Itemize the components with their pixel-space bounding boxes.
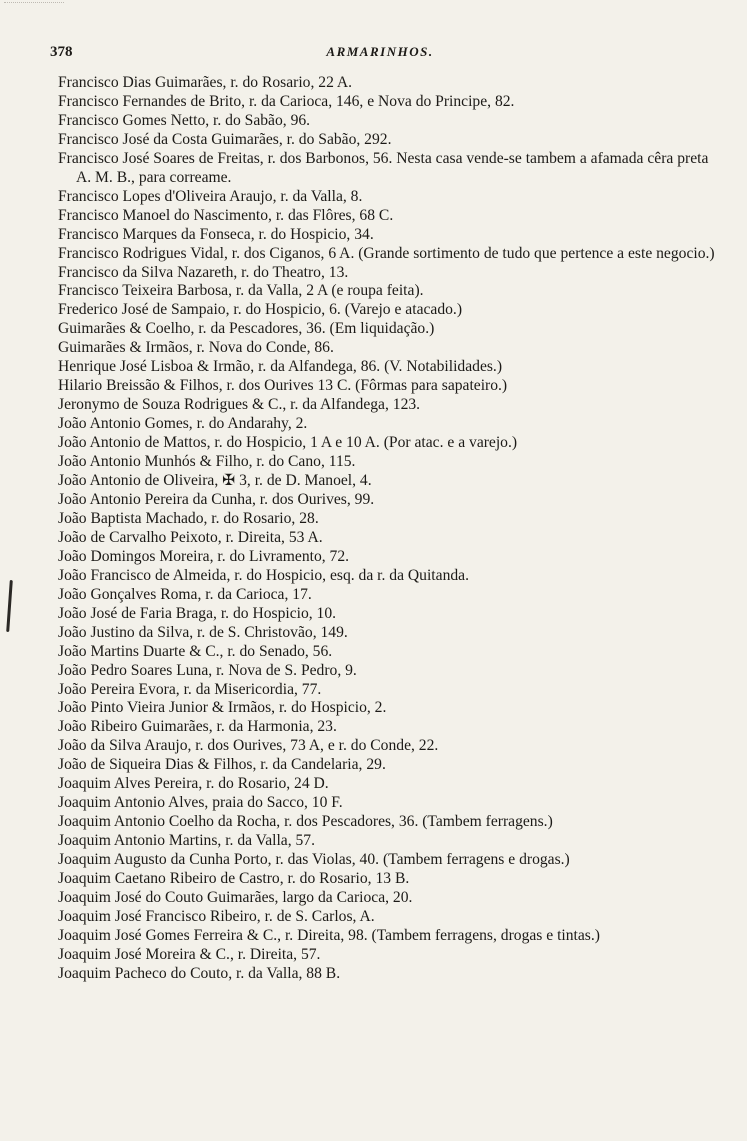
directory-entry: Joaquim Caetano Ribeiro de Castro, r. do Rosario, 13 B. [58, 870, 410, 888]
directory-entry: Joaquim Alves Pereira, r. do Rosario, 24 D. [58, 775, 329, 793]
directory-entry: João José de Faria Braga, r. do Hospicio, 10. [58, 604, 337, 622]
directory-entry: João Antonio de Mattos, r. do Hospicio, 1 A e 10 A. (Por atac. e a varejo.) [58, 434, 518, 452]
directory-entry: João Justino da Silva, r. de S. Christovão, 149. [58, 623, 348, 641]
directory-entry: Joaquim José Francisco Ribeiro, r. de S. Carlos, A. [58, 907, 375, 925]
directory-entry: Francisco Fernandes de Brito, r. da Carioca, 146, e Nova do Principe, 82. [58, 92, 515, 110]
directory-entry: João de Carvalho Peixoto, r. Direita, 53 A. [58, 528, 323, 546]
directory-entry: Francisco José Soares de Freitas, r. dos Barbonos, 56. Nesta casa vende-se tambem a afamada cêra preta A. M. B., para correame. [58, 149, 709, 186]
page-header [50, 44, 710, 66]
directory-entry: João Pinto Vieira Junior & Irmãos, r. do Hospicio, 2. [58, 699, 387, 717]
directory-entry: João Antonio Munhós & Filho, r. do Cano, 115. [58, 453, 356, 471]
directory-entry: João Antonio Gomes, r. do Andarahy, 2. [58, 415, 308, 433]
directory-entry: Guimarães & Coelho, r. da Pescadores, 36. (Em liquidação.) [58, 320, 435, 338]
directory-entry: João da Silva Araujo, r. dos Ourives, 73 A, e r. do Conde, 22. [58, 737, 439, 755]
directory-entry: Francisco Teixeira Barbosa, r. da Valla, 2 A (e roupa feita). [58, 282, 424, 300]
directory-entry: João Pedro Soares Luna, r. Nova de S. Pedro, 9. [58, 661, 357, 679]
directory-entry: Joaquim Antonio Martins, r. da Valla, 57. [58, 832, 315, 850]
scan-smudge [4, 2, 64, 11]
page-number: 378 [50, 44, 73, 60]
directory-entry: Joaquim José Moreira & C., r. Direita, 57. [58, 945, 321, 963]
directory-entry: João Pereira Evora, r. da Misericordia, 77. [58, 680, 322, 698]
directory-list [58, 74, 718, 984]
running-head: ARMARINHOS. [326, 44, 434, 59]
directory-entry: João Baptista Machado, r. do Rosario, 28. [58, 509, 319, 527]
directory-entry: Jeronymo de Souza Rodrigues & C., r. da Alfandega, 123. [58, 396, 421, 414]
directory-entry: Henrique José Lisboa & Irmão, r. da Alfandega, 86. (V. Notabilidades.) [58, 358, 503, 376]
directory-entry: Francisco da Silva Nazareth, r. do Theatro, 13. [58, 263, 349, 281]
directory-entry: João de Siqueira Dias & Filhos, r. da Candelaria, 29. [58, 756, 386, 774]
directory-entry: João Antonio Pereira da Cunha, r. dos Ourives, 99. [58, 490, 375, 508]
directory-entry: Francisco José da Costa Guimarães, r. do Sabão, 292. [58, 130, 392, 148]
directory-entry: Francisco Lopes d'Oliveira Araujo, r. da Valla, 8. [58, 187, 363, 205]
directory-entry: Frederico José de Sampaio, r. do Hospicio, 6. (Varejo e atacado.) [58, 301, 463, 319]
directory-entry: Joaquim José do Couto Guimarães, largo da Carioca, 20. [58, 888, 413, 906]
directory-entry: Joaquim Augusto da Cunha Porto, r. das Violas, 40. (Tambem ferragens e drogas.) [58, 851, 570, 869]
directory-entry: Joaquim Antonio Coelho da Rocha, r. dos Pescadores, 36. (Tambem ferragens.) [58, 813, 553, 831]
directory-entry: Francisco Manoel do Nascimento, r. das Flôres, 68 C. [58, 206, 394, 224]
directory-entry: Joaquim Pacheco do Couto, r. da Valla, 88 B. [58, 964, 341, 982]
directory-entry: Francisco Marques da Fonseca, r. do Hospicio, 34. [58, 225, 374, 243]
directory-entry: João Antonio de Oliveira, ✠ 3, r. de D. Manoel, 4. [58, 472, 372, 490]
scan-margin-mark [6, 580, 13, 632]
directory-entry: Francisco Gomes Netto, r. do Sabão, 96. [58, 111, 311, 129]
directory-entry: João Domingos Moreira, r. do Livramento, 72. [58, 547, 350, 565]
directory-entry: João Ribeiro Guimarães, r. da Harmonia, 23. [58, 718, 337, 736]
directory-entry: Guimarães & Irmãos, r. Nova do Conde, 86. [58, 339, 334, 357]
directory-entry: Francisco Dias Guimarães, r. do Rosario, 22 A. [58, 74, 353, 91]
directory-entry: Joaquim José Gomes Ferreira & C., r. Direita, 98. (Tambem ferragens, drogas e tintas.) [58, 926, 600, 944]
directory-entry: Hilario Breissão & Filhos, r. dos Ourives 13 C. (Fôrmas para sapateiro.) [58, 377, 508, 395]
directory-entry: João Francisco de Almeida, r. do Hospicio, esq. da r. da Quitanda. [58, 566, 469, 584]
directory-entry: Joaquim Antonio Alves, praia do Sacco, 10 F. [58, 794, 343, 812]
directory-entry: Francisco Rodrigues Vidal, r. dos Ciganos, 6 A. (Grande sortimento de tudo que pertence a este negocio.) [58, 244, 715, 262]
directory-entry: João Gonçalves Roma, r. da Carioca, 17. [58, 585, 312, 603]
directory-entry: João Martins Duarte & C., r. do Senado, 56. [58, 642, 333, 660]
